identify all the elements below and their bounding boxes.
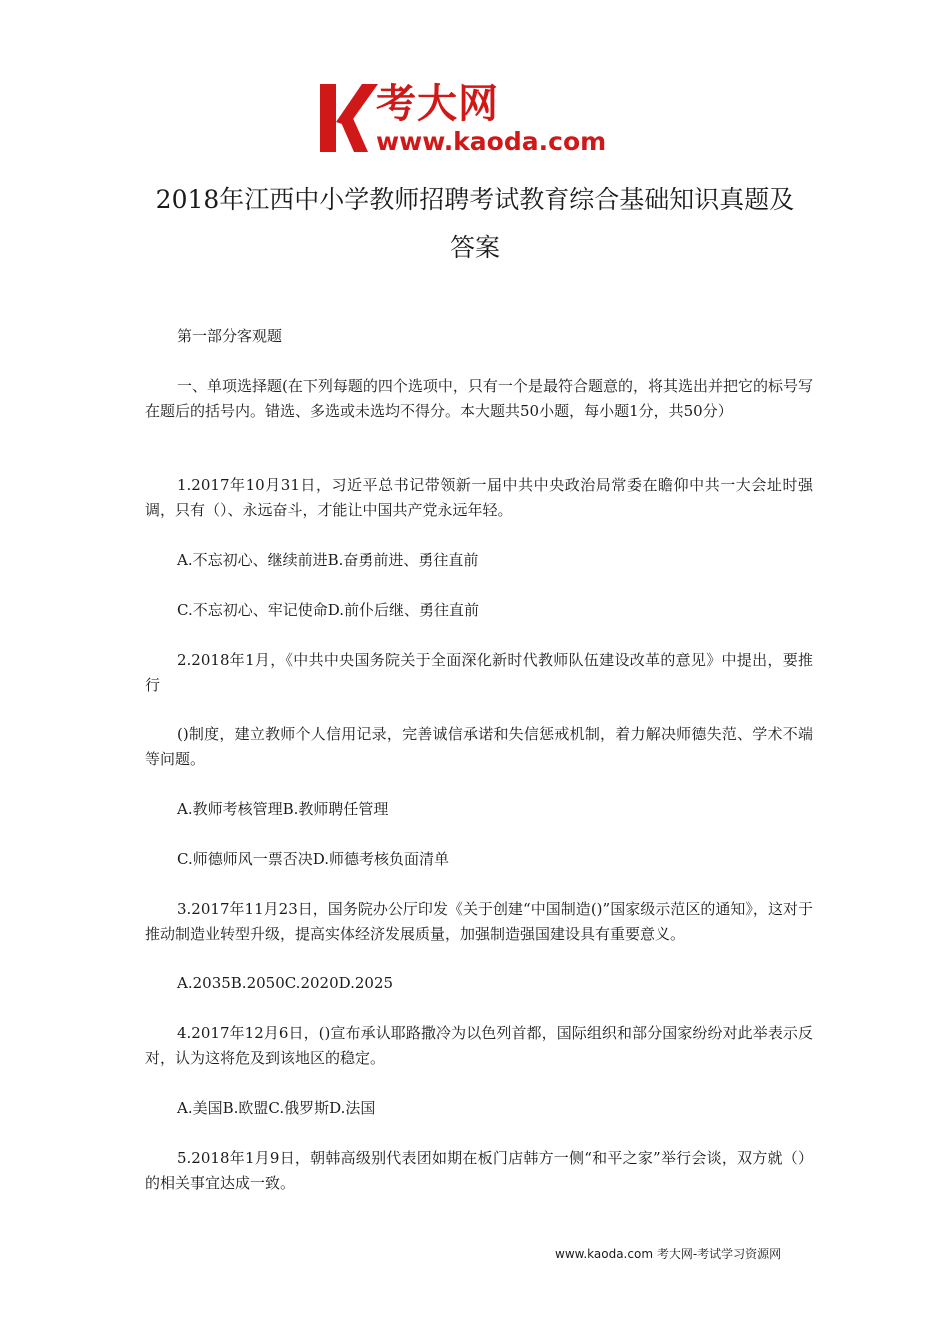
question-2-options-ab: A.教师考核管理B.教师聘任管理 bbox=[177, 800, 389, 818]
question-5: 5.2018年1月9日，朝韩高级别代表团如期在板门店韩方一侧“和平之家”举行会谈，双方就（）的相关事宜达成一致。 bbox=[145, 1149, 813, 1192]
page-footer: www.kaoda.com 考大网-考试学习资源网 bbox=[555, 1247, 782, 1261]
question-1-options-cd: C.不忘初心、牢记使命D.前仆后继、勇往直前 bbox=[177, 601, 479, 619]
question-1-options-ab: A.不忘初心、继续前进B.奋勇前进、勇往直前 bbox=[177, 551, 479, 569]
document-title-line2: 答案 bbox=[449, 233, 500, 262]
instructions: 一、单项选择题(在下列每题的四个选项中，只有一个是最符合题意的，将其选出并把它的标号写在题后的括号内。错选、多选或未选均不得分。本大题共50小题，每小题1分，共50分） bbox=[145, 377, 813, 420]
question-2: 2.2018年1月，《中共中央国务院关于全面深化新时代教师队伍建设改革的意见》中提出，要推行 bbox=[145, 651, 813, 694]
section-heading: 第一部分客观题 bbox=[177, 327, 283, 345]
k-logo-icon bbox=[318, 80, 378, 160]
kaoda-logo bbox=[318, 80, 648, 160]
question-4-options: A.美国B.欧盟C.俄罗斯D.法国 bbox=[177, 1099, 376, 1117]
question-1: 1.2017年10月31日，习近平总书记带领新一届中共中央政治局常委在瞻仰中共一大会址时强调，只有（）、永远奋斗，才能让中国共产党永远年轻。 bbox=[145, 476, 813, 519]
document-title-line1: 2018年江西中小学教师招聘考试教育综合基础知识真题及 bbox=[155, 185, 795, 214]
logo-chinese-name: 考大网 bbox=[376, 81, 499, 127]
logo-url: www.kaoda.com bbox=[376, 127, 607, 156]
question-4: 4.2017年12月6日，()宣布承认耶路撒冷为以色列首都，国际组织和部分国家纷纷对此举表示反对，认为这将危及到该地区的稳定。 bbox=[145, 1024, 813, 1067]
question-2-options-cd: C.师德师风一票否决D.师德考核负面清单 bbox=[177, 850, 449, 868]
question-3: 3.2017年11月23日，国务院办公厅印发《关于创建“中国制造()”国家级示范区的通知》，这对于推动制造业转型升级，提高实体经济发展质量，加强制造强国建设具有重要意义。 bbox=[145, 900, 813, 943]
question-3-options: A.2035B.2050C.2020D.2025 bbox=[177, 974, 394, 992]
question-2-continued: ()制度，建立教师个人信用记录，完善诚信承诺和失信惩戒机制，着力解决师德失范、学术不端等问题。 bbox=[145, 725, 813, 768]
